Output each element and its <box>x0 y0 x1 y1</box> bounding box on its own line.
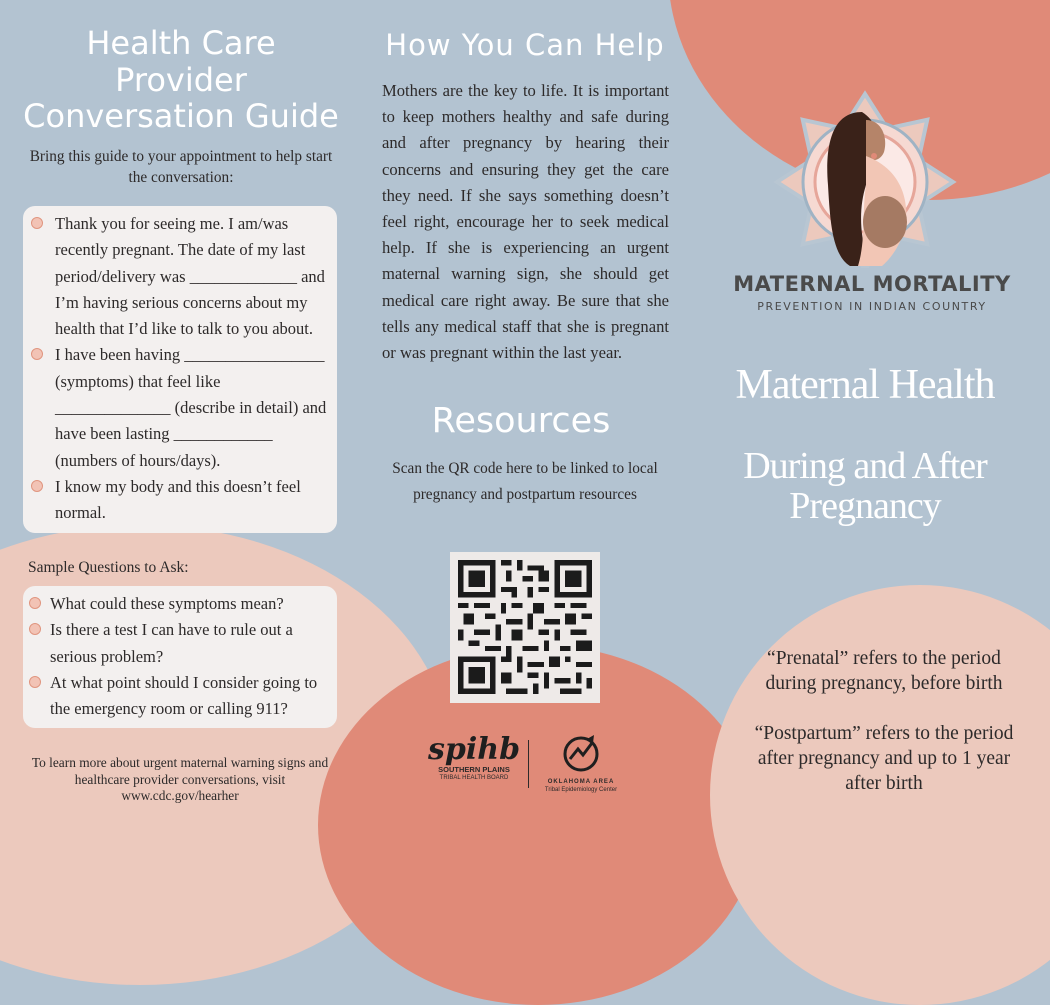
learn-more-footer: To learn more about urgent maternal warning signs and healthcare provider conversations, visit www.cdc.gov/hearher <box>31 755 329 803</box>
resources-title: Resources <box>431 401 611 441</box>
brand-name: MATERNAL MORTALITY <box>733 272 1011 296</box>
sample-questions-heading: Sample Questions to Ask: <box>28 559 189 576</box>
oklahoma-tec-emblem-icon <box>560 733 602 773</box>
conversation-item-text: I know my body and this doesn’t feel normal. <box>55 476 301 523</box>
conversation-item <box>25 211 329 342</box>
spihb-logo-line1: SOUTHERN PLAINS <box>438 765 510 774</box>
bullet-dot-icon <box>31 480 43 492</box>
spihb-logo-mark: spihb <box>428 732 521 767</box>
question-text: What could these symptoms mean? <box>50 594 284 613</box>
bullet-dot-icon <box>29 597 41 609</box>
oklahoma-logo-line2: Tribal Epidemiology Center <box>544 787 618 793</box>
spihb-logo-line2: TRIBAL HEALTH BOARD <box>439 775 509 781</box>
question-item <box>23 617 331 670</box>
conversation-item <box>25 342 329 473</box>
prenatal-definition: “Prenatal” refers to the period during pregnancy, before birth <box>765 648 1003 694</box>
oklahoma-logo-line1: OKLAHOMA AREA <box>547 779 615 785</box>
question-text: At what point should I consider going to the emergency room or calling 911? <box>50 672 318 719</box>
bullet-dot-icon <box>31 217 43 229</box>
brand-subtitle: PREVENTION IN INDIAN COUNTRY <box>757 300 987 313</box>
help-paragraph: Mothers are the key to life. It is important to keep mothers healthy and safe during and after pregnancy by hearing their concerns and ensuring they get the care they need. If she says something doesn’t feel right, encourage her to seek medical help. If she is experiencing an urgent maternal warning sign, she should get medical care right away. Be sure that she tells any medical staff that she is pregnant or was pregnant within the last year. <box>382 81 669 363</box>
conversation-item-text: I have been having _________________ (symptoms) that feel like ______________ (describe in detail) and have been lasting ____________ (numbers of hours/days). <box>55 345 327 470</box>
bullet-dot-icon <box>29 676 41 688</box>
conversation-item-text: Thank you for seeing me. I am/was recently pregnant. The date of my last period/delivery was _____________ and I’m having serious concerns about my health that I’d like to talk to you about. <box>55 214 325 339</box>
logo-divider <box>528 740 529 788</box>
guide-intro: Bring this guide to your appointment to help start the conversation: <box>29 148 333 186</box>
main-subtitle: During and After Pregnancy <box>743 445 987 527</box>
mother-mandala-icon <box>770 90 960 268</box>
help-title: How You Can Help <box>385 28 665 62</box>
qr-code-icon <box>458 560 592 694</box>
conversation-item <box>25 474 329 527</box>
bullet-dot-icon <box>31 348 43 360</box>
bullet-dot-icon <box>29 623 41 635</box>
question-item <box>23 670 331 723</box>
spihb-logo <box>428 732 521 793</box>
main-title: Maternal Health <box>735 362 995 408</box>
conversation-card <box>23 206 337 533</box>
questions-card <box>23 586 337 728</box>
question-item <box>23 591 331 617</box>
guide-title: Health Care Provider Conversation Guide <box>23 24 339 135</box>
maternal-mortality-logo <box>770 90 960 268</box>
qr-code[interactable] <box>450 552 600 703</box>
resources-text: Scan the QR code here to be linked to local pregnancy and postpartum resources <box>392 460 658 503</box>
postpartum-definition: “Postpartum” refers to the period after pregnancy and up to 1 year after birth <box>754 723 1014 794</box>
oklahoma-tec-logo <box>538 733 624 795</box>
question-text: Is there a test I can have to rule out a serious problem? <box>50 620 293 666</box>
